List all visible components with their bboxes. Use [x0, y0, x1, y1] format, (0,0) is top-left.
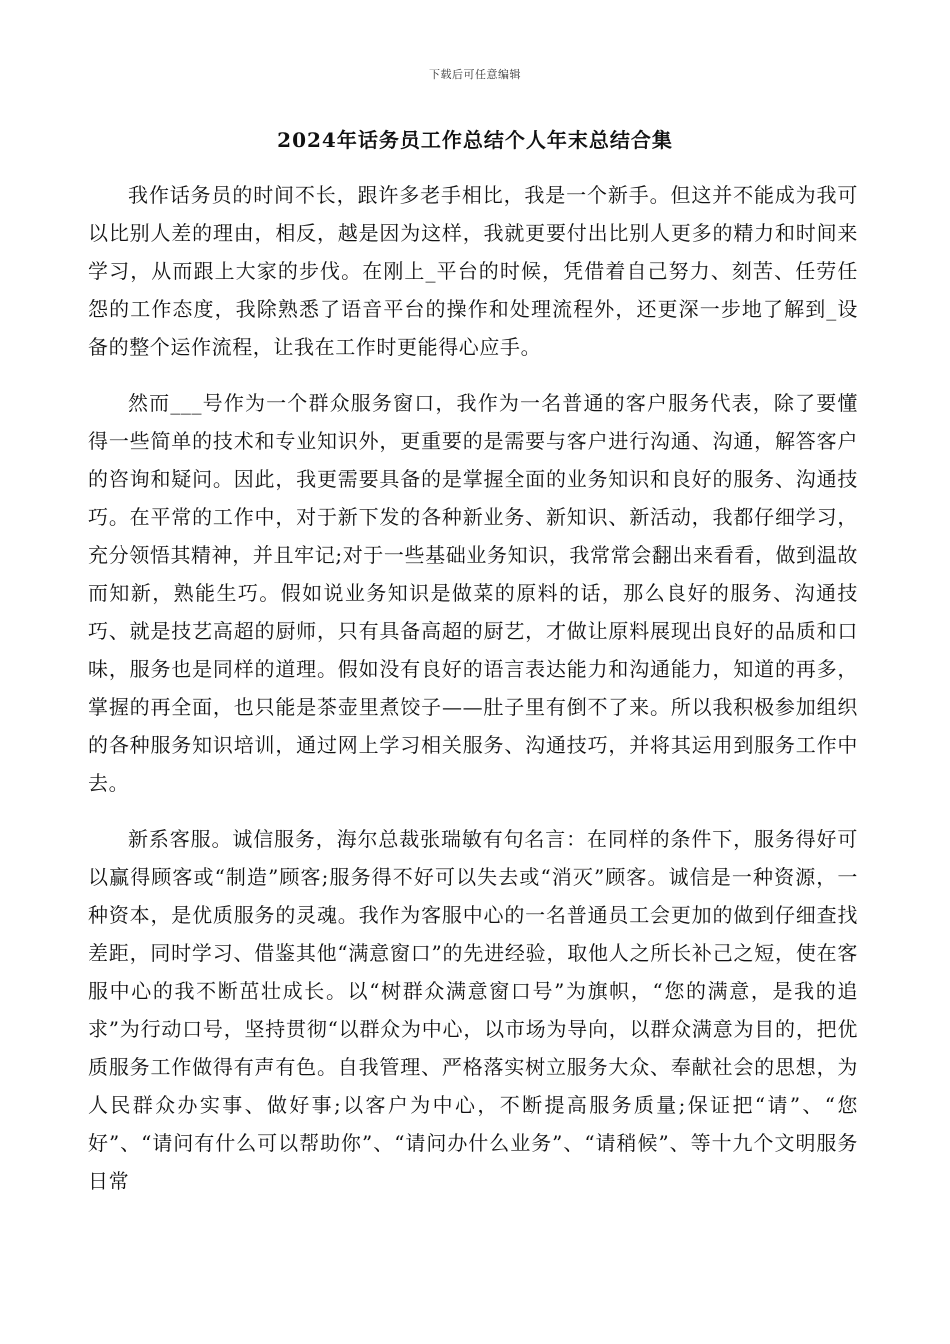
paragraph-2: 然而___号作为一个群众服务窗口，我作为一名普通的客户服务代表，除了要懂得一些简单的技术和专业知识外，更重要的是需要与客户进行沟通、沟通，解答客户的咨询和疑问。因此，我更需要具备的是掌握全面的业务知识和良好的服务、沟通技巧。在平常的工作中，对于新下发的各种新业务、新知识、新活动，我都仔细学习，充分领悟其精神，并且牢记;对于一些基础业务知识，我常常会翻出来看看，做到温故而知新，熟能生巧。假如说业务知识是做菜的原料的话，那么良好的服务、沟通技巧、就是技艺高超的厨师，只有具备高超的厨艺，才做让原料展现出良好的品质和口味，服务也是同样的道理。假如没有良好的语言表达能力和沟通能力，知道的再多，掌握的再全面，也只能是茶壶里煮饺子——肚子里有倒不了来。所以我积极参加组织的各种服务知识培训，通过网上学习相关服务、沟通技巧，并将其运用到服务工作中去。	[88, 391, 858, 795]
document-title: 2024年话务员工作总结个人年末总结合集	[277, 128, 673, 152]
paragraph-1: 我作话务员的时间不长，跟许多老手相比，我是一个新手。但这并不能成为我可以比别人差的理由，相反，越是因为这样，我就更要付出比别人更多的精力和时间来学习，从而跟上大家的步伐。在刚上_平台的时候，凭借着自己努力、刻苦、任劳任怨的工作态度，我除熟悉了语音平台的操作和处理流程外，还更深一步地了解到_设备的整个运作流程，让我在工作时更能得心应手。	[88, 183, 858, 359]
header-note: 下载后可任意编辑	[429, 68, 521, 81]
document-body	[88, 176, 858, 1218]
paragraph-3: 新系客服。诚信服务，海尔总裁张瑞敏有句名言：在同样的条件下，服务得好可以赢得顾客或“制造”顾客;服务得不好可以失去或“消灭”顾客。诚信是一种资源，一种资本，是优质服务的灵魂。我作为客服中心的一名普通员工会更加的做到仔细查找差距，同时学习、借鉴其他“满意窗口”的先进经验，取他人之所长补己之短，使在客服中心的我不断茁壮成长。以“树群众满意窗口号”为旗帜，“您的满意，是我的追求”为行动口号，坚持贯彻“以群众为中心，以市场为导向，以群众满意为目的，把优质服务工作做得有声有色。自我管理、严格落实树立服务大众、奉献社会的思想，为人民群众办实事、做好事;以客户为中心，不断提高服务质量;保证把“请”、“您好”、“请问有什么可以帮助你”、“请问办什么业务”、“请稍候”、等十九个文明服务日常	[88, 827, 858, 1193]
